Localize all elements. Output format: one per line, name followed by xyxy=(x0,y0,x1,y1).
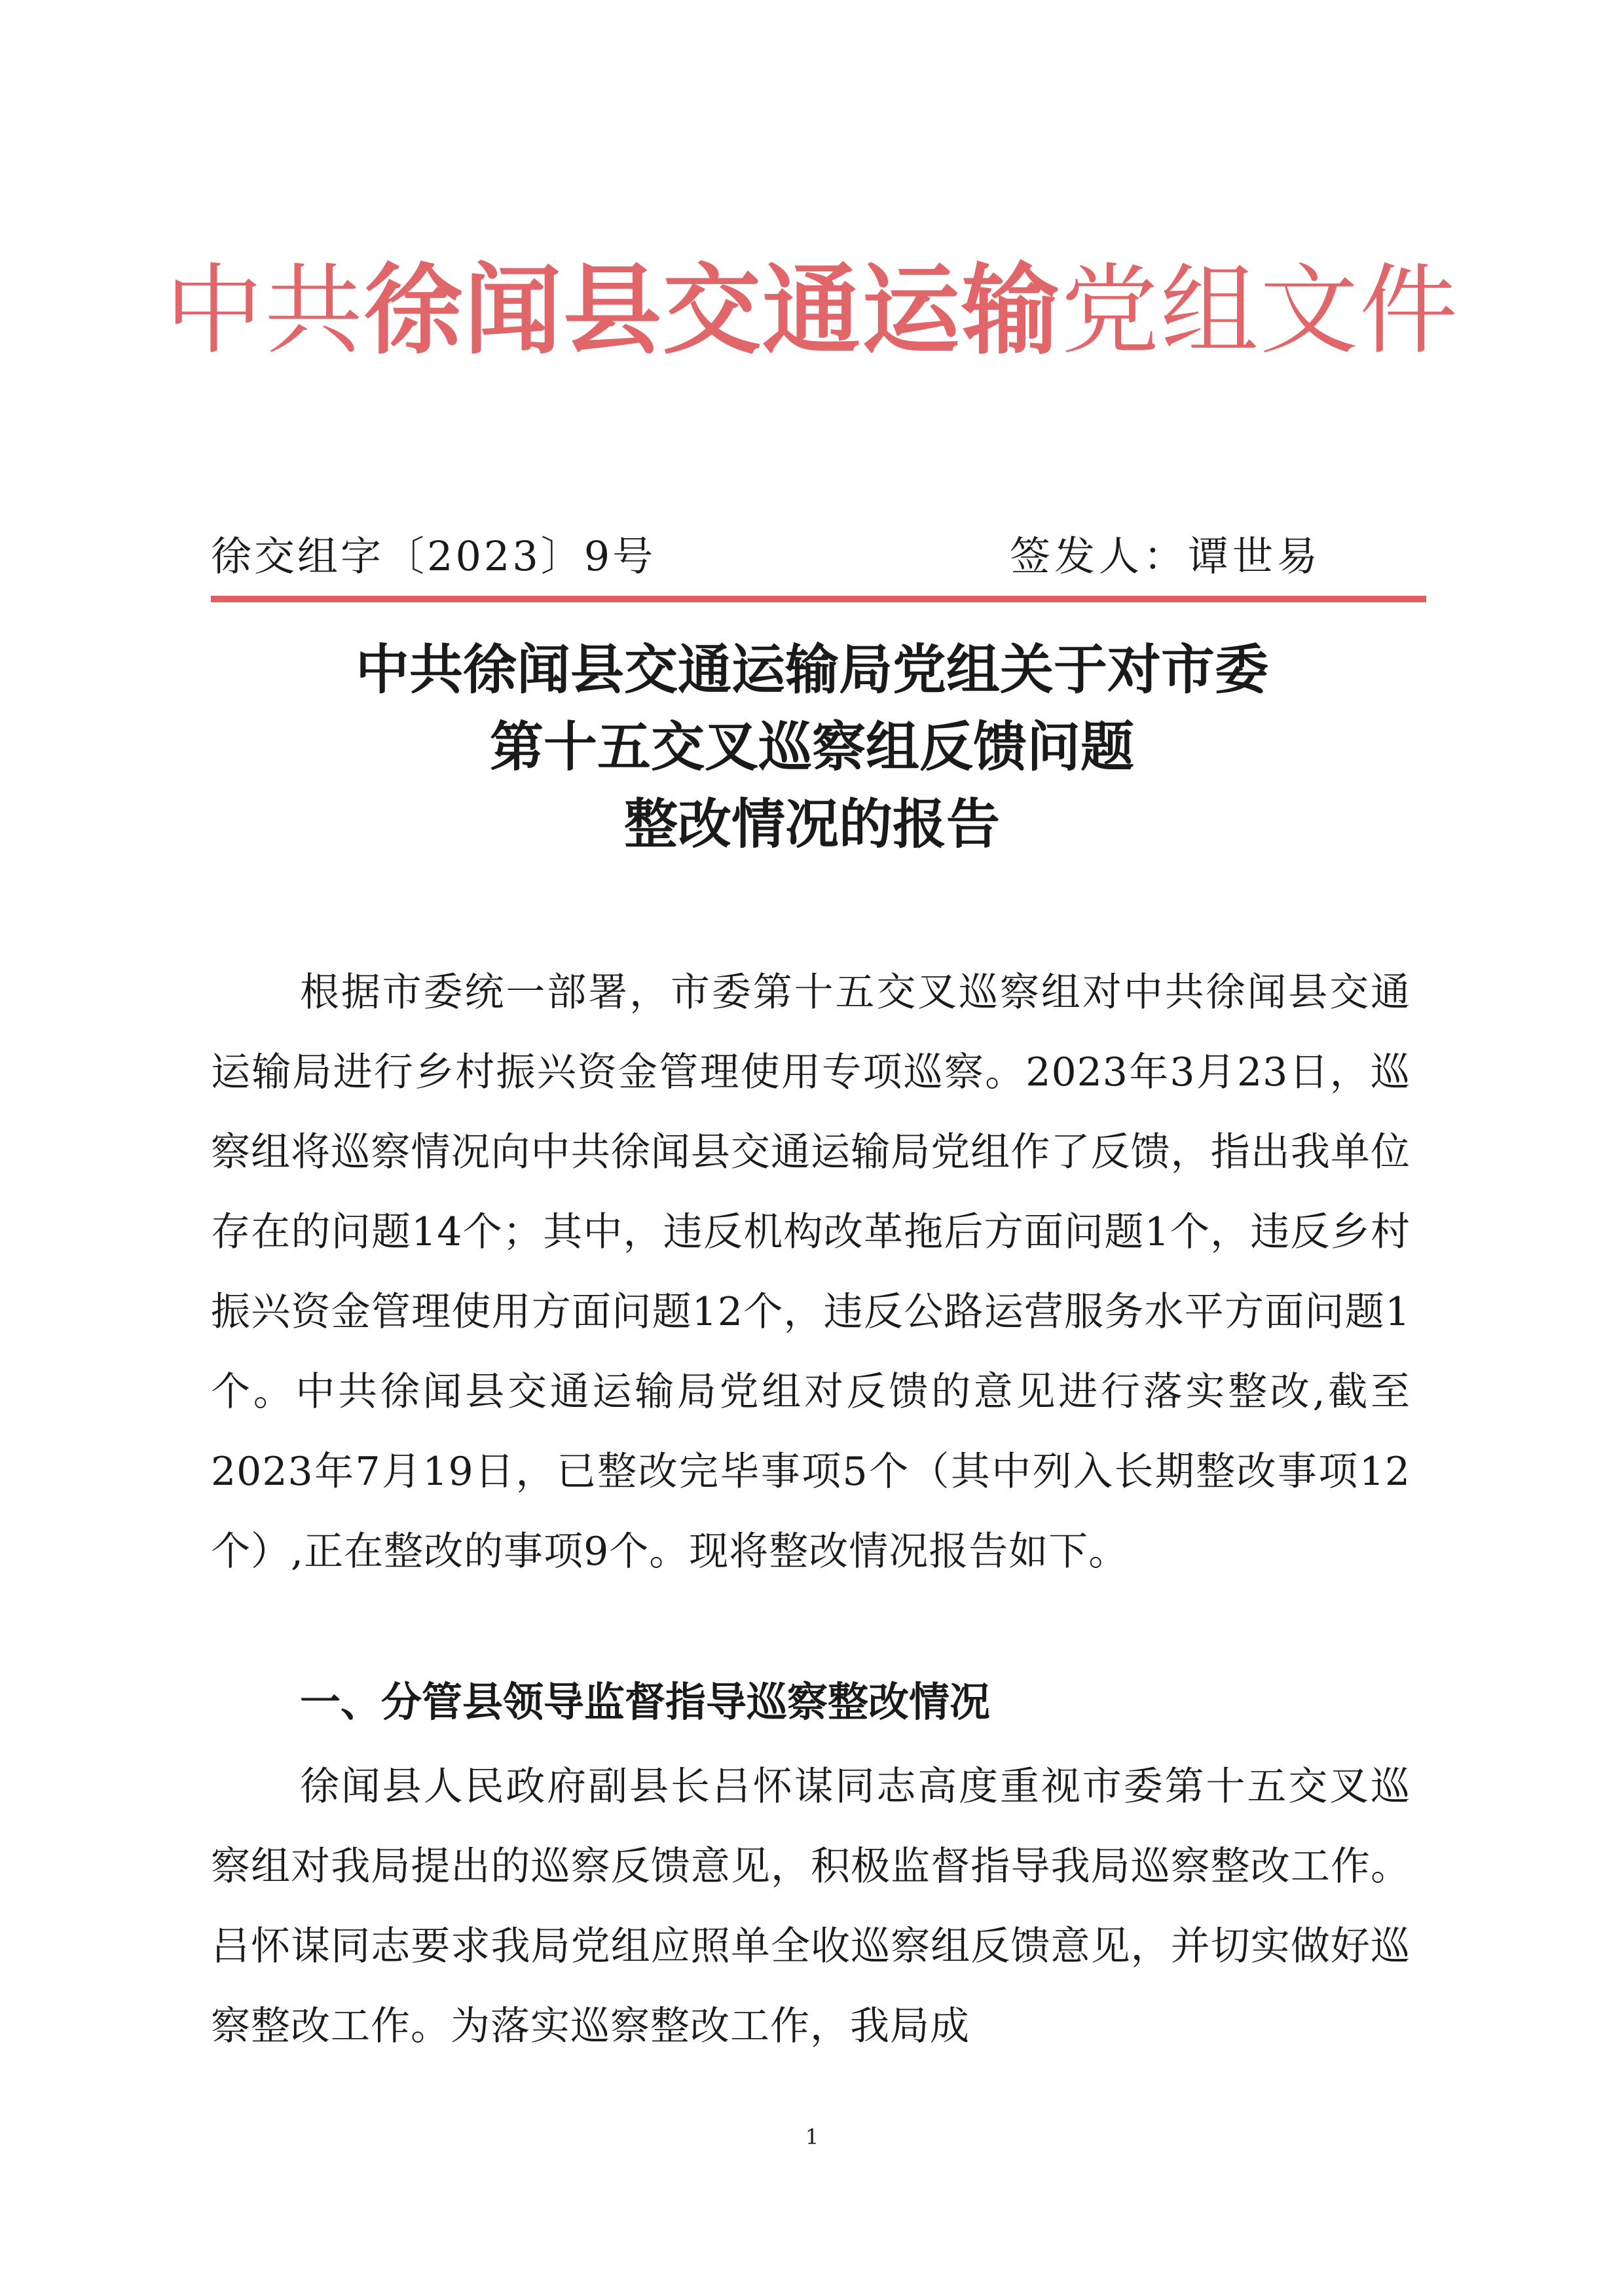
signer: 签发人：谭世易 xyxy=(1010,532,1322,580)
document-header xyxy=(0,254,1624,368)
section-heading-1: 一、分管县领导监督指导巡察整改情况 xyxy=(300,1678,991,1726)
body-paragraph-1: 根据市委统一部署，市委第十五交叉巡察组对中共徐闻县交通运输局进行乡村振兴资金管理使用专项巡察。2023年3月23日，巡察组将巡察情况向中共徐闻县交通运输局党组作了反馈，指出我单位存在的问题14个；其中，违反机构改革拖后方面问题1个，违反乡村振兴资金管理使用方面问题12个，违反公路运营服务水平方面问题1个。中共徐闻县交通运输局党组对反馈的意见进行落实整改,截至2023年7月19日，已整改完毕事项5个（其中列入长期整改事项12个）,正在整改的事项9个。现将整改情况报告如下。 xyxy=(211,970,1411,1575)
title-line-2: 第十五交叉巡察组反馈问题 xyxy=(489,716,1134,778)
page-number: 1 xyxy=(805,2124,819,2149)
title-line-3: 整改情况的报告 xyxy=(623,793,1000,856)
body-paragraph-2: 徐闻县人民政府副县长吕怀谋同志高度重视市委第十五交叉巡察组对我局提出的巡察反馈意见，积极监督指导我局巡察整改工作。吕怀谋同志要求我局党组应照单全收巡察组反馈意见，并切实做好巡察整改工作。为落实巡察整改工作，我局成 xyxy=(211,1764,1411,2049)
header-part-2: 徐闻县交通运输 xyxy=(363,254,1061,368)
header-part-1: 中共 xyxy=(164,254,364,368)
title-line-1: 中共徐闻县交通运输局党组关于对市委 xyxy=(355,639,1268,701)
red-divider xyxy=(211,596,1426,602)
header-part-3: 党组文件 xyxy=(1061,254,1460,368)
document-number: 徐交组字〔2023〕9号 xyxy=(211,532,656,580)
report-title xyxy=(0,632,1624,864)
